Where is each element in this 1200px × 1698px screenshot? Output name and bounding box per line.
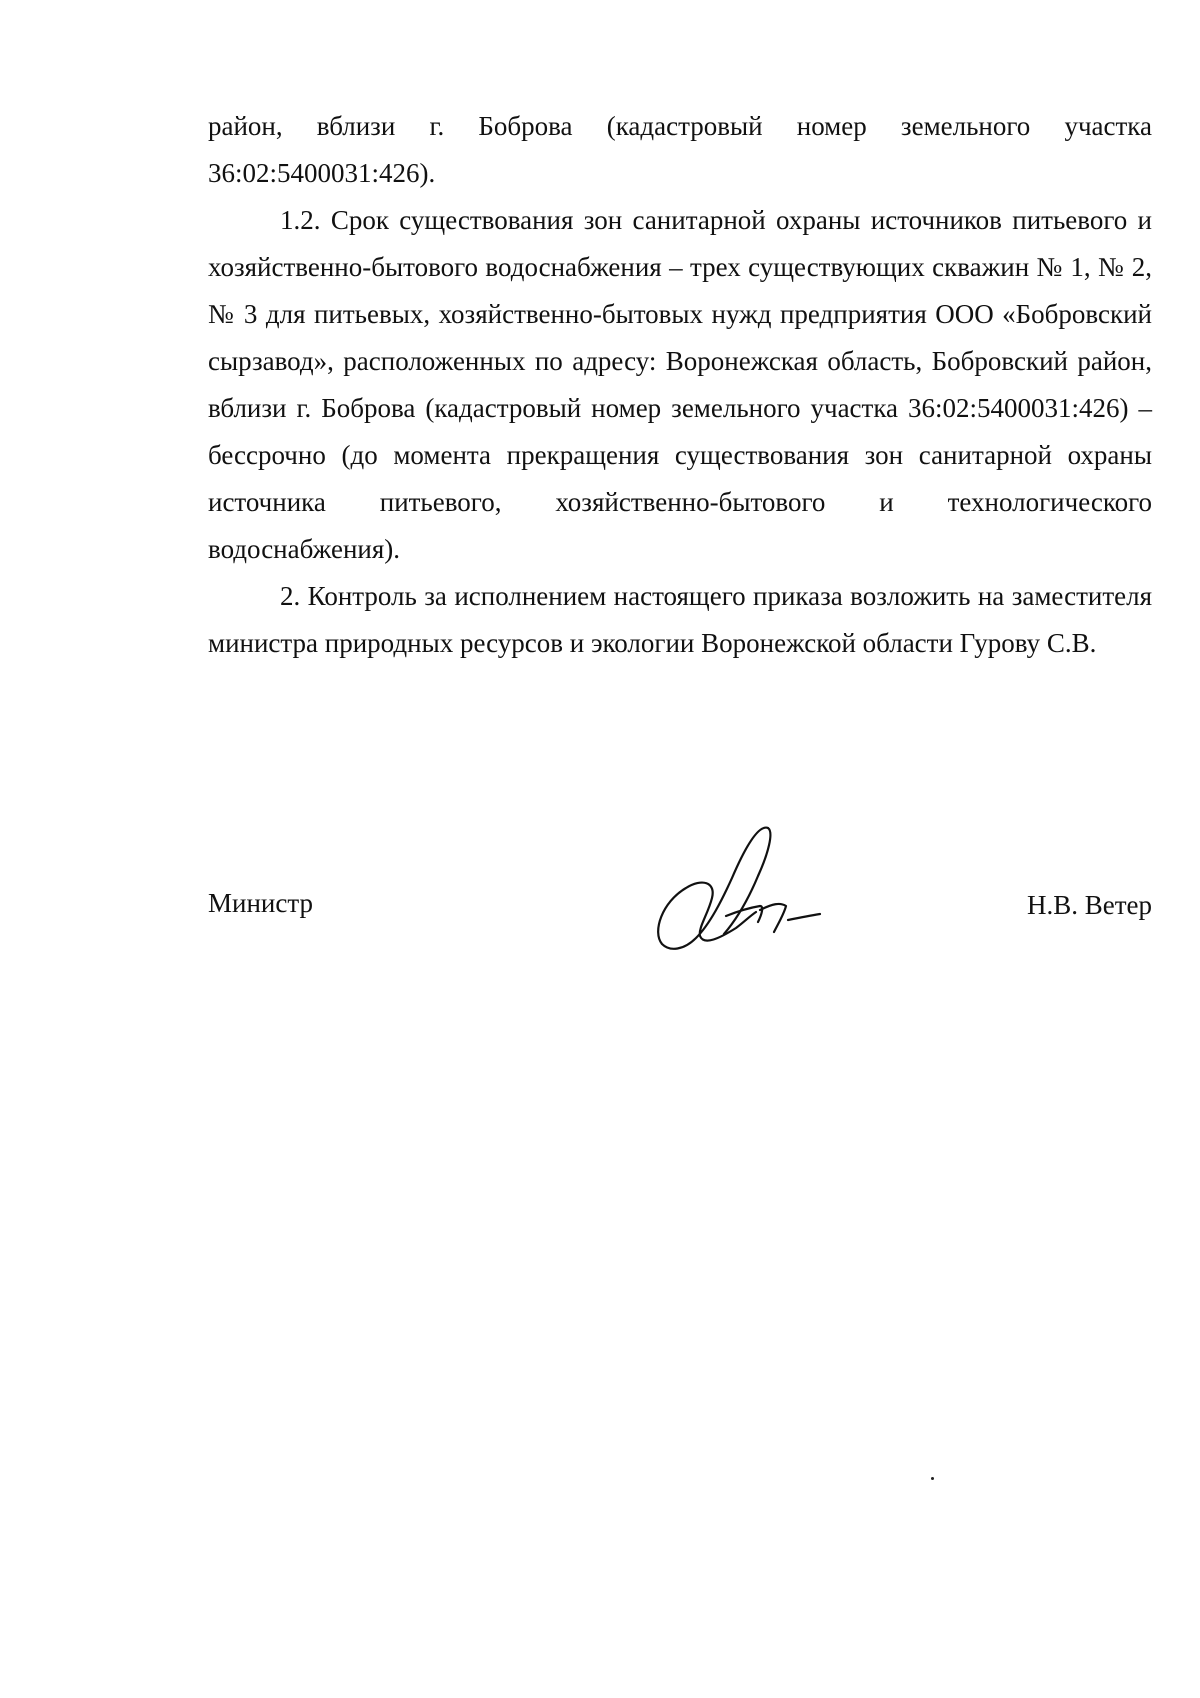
scan-speck: [931, 1477, 934, 1480]
paragraph-2-control: 2. Контроль за исполнением настоящего приказа возложить на заместителя министра природных ресурсов и экологии Воронежской области Гурову С.В.: [208, 581, 1152, 658]
handwritten-signature-icon: [640, 820, 830, 960]
signatory-title: Министр: [208, 888, 313, 918]
paragraph-1-2-validity-term: 1.2. Срок существования зон санитарной охраны источников питьевого и хозяйственно-бытового водоснабжения – трех существующих скважин № 1, № 2, № 3 для питьевых, хозяйственно-бытовых нужд предприятия ООО «Бобровский сырзавод», расположенных по адресу: Воронежская область, Бобровский район, вблизи г. Боброва (кадастровый номер земельного участка 36:02:5400031:426) – бессрочно (до момента прекращения существования зон санитарной охраны источника питьевого, хозяйственно-бытового и технологического водоснабжения).: [208, 205, 1152, 564]
paragraph-continuation: район, вблизи г. Боброва (кадастровый номер земельного участка 36:02:5400031:426).: [208, 111, 1152, 188]
signatory-name: Н.В. Ветер: [1026, 890, 1152, 920]
document-body: [208, 103, 1152, 667]
